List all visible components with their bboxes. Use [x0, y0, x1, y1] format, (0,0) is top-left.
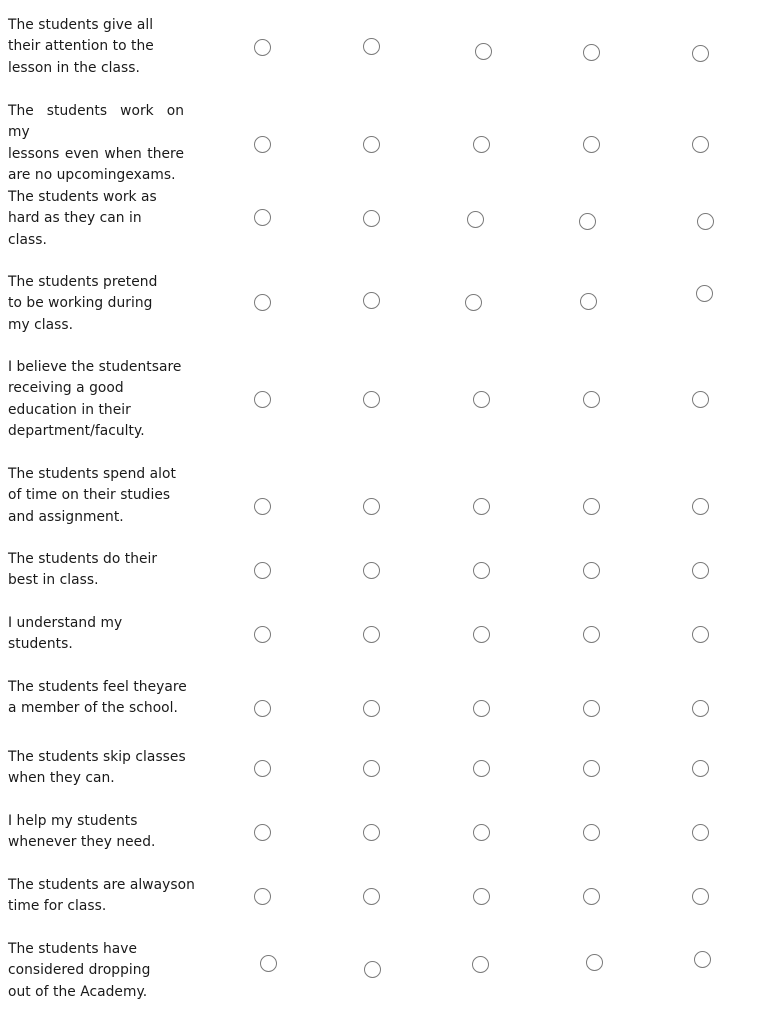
question-text: [8, 272, 186, 336]
radio-option-3[interactable]: [473, 391, 490, 408]
radio-option-1[interactable]: [254, 209, 271, 226]
radio-option-4[interactable]: [583, 44, 600, 61]
radio-option-1[interactable]: [254, 760, 271, 777]
radio-option-2[interactable]: [363, 292, 380, 309]
radio-option-5[interactable]: [692, 391, 709, 408]
radio-option-5[interactable]: [697, 213, 714, 230]
question-line: of time on their studies: [8, 487, 171, 504]
question-line: class.: [8, 231, 47, 248]
radio-option-3[interactable]: [473, 498, 490, 515]
question-line: my class.: [8, 316, 74, 333]
radio-option-5[interactable]: [692, 888, 709, 905]
radio-option-4[interactable]: [583, 626, 600, 643]
radio-option-3[interactable]: [473, 562, 490, 579]
radio-option-4[interactable]: [583, 136, 600, 153]
question-line: best in class.: [8, 572, 99, 589]
question-line: out of the Academy.: [8, 983, 148, 1000]
radio-option-4[interactable]: [583, 391, 600, 408]
question-text: [8, 613, 186, 656]
radio-option-4[interactable]: [583, 700, 600, 717]
radio-option-4[interactable]: [583, 888, 600, 905]
radio-option-4[interactable]: [579, 213, 596, 230]
question-text: [8, 549, 186, 592]
radio-option-3[interactable]: [473, 760, 490, 777]
question-text: [8, 187, 186, 251]
radio-option-1[interactable]: [254, 391, 271, 408]
radio-option-2[interactable]: [363, 562, 380, 579]
radio-option-2[interactable]: [363, 700, 380, 717]
radio-option-5[interactable]: [694, 951, 711, 968]
radio-option-2[interactable]: [363, 391, 380, 408]
radio-option-4[interactable]: [583, 562, 600, 579]
radio-option-4[interactable]: [583, 498, 600, 515]
radio-option-5[interactable]: [692, 498, 709, 515]
radio-option-2[interactable]: [364, 961, 381, 978]
question-line: time for class.: [8, 898, 107, 915]
radio-option-1[interactable]: [254, 39, 271, 56]
question-line: when they can.: [8, 770, 115, 787]
question-line: I understand my: [8, 615, 123, 631]
question-text: [8, 15, 186, 79]
question-line: The students are alwayson: [8, 877, 195, 893]
radio-option-5[interactable]: [692, 136, 709, 153]
radio-option-4[interactable]: [583, 824, 600, 841]
radio-option-4[interactable]: [586, 954, 603, 971]
radio-option-2[interactable]: [363, 38, 380, 55]
radio-option-2[interactable]: [363, 760, 380, 777]
radio-option-3[interactable]: [467, 211, 484, 228]
radio-option-3[interactable]: [465, 294, 482, 311]
question-text: [8, 464, 186, 528]
question-text: [8, 357, 186, 443]
radio-option-2[interactable]: [363, 498, 380, 515]
question-text: [8, 939, 186, 1003]
radio-option-5[interactable]: [696, 285, 713, 302]
question-line: students.: [8, 636, 73, 653]
question-line: considered dropping: [8, 962, 151, 979]
question-line: The students skip classes: [8, 749, 186, 765]
radio-option-2[interactable]: [363, 210, 380, 227]
question-line: The students spend alot: [8, 466, 176, 482]
radio-option-3[interactable]: [473, 888, 490, 905]
radio-option-5[interactable]: [692, 562, 709, 579]
radio-option-5[interactable]: [692, 626, 709, 643]
radio-option-4[interactable]: [583, 760, 600, 777]
question-text: [8, 875, 195, 918]
radio-option-3[interactable]: [473, 824, 490, 841]
question-text: [8, 677, 186, 720]
radio-option-5[interactable]: [692, 760, 709, 777]
question-line: a member of the school.: [8, 700, 178, 717]
question-line: The students feel theyare: [8, 679, 187, 695]
radio-option-1[interactable]: [254, 294, 271, 311]
radio-option-3[interactable]: [472, 956, 489, 973]
question-line: lesson in the class.: [8, 59, 140, 76]
question-line: The students give all: [8, 17, 154, 33]
question-line: I help my students: [8, 813, 138, 829]
question-line: The students pretend: [8, 274, 158, 290]
question-line: The students work on my: [8, 103, 184, 141]
question-text: [8, 811, 186, 854]
radio-option-2[interactable]: [363, 136, 380, 153]
question-line: I believe the studentsare: [8, 359, 182, 375]
question-line: are no upcomingexams.: [8, 167, 176, 184]
question-line: hard as they can in: [8, 210, 142, 227]
question-line: The students have: [8, 941, 138, 957]
question-line: education in their: [8, 401, 131, 418]
question-line: and assignment.: [8, 508, 124, 525]
question-text: [8, 747, 186, 790]
question-line: their attention to the: [8, 38, 154, 55]
radio-option-5[interactable]: [692, 824, 709, 841]
question-line: The students do their: [8, 551, 158, 567]
question-line: whenever they need.: [8, 834, 156, 851]
radio-option-3[interactable]: [473, 626, 490, 643]
radio-option-5[interactable]: [692, 45, 709, 62]
radio-option-3[interactable]: [473, 136, 490, 153]
question-line: lessons even when there: [8, 145, 184, 162]
radio-option-1[interactable]: [254, 888, 271, 905]
radio-option-5[interactable]: [692, 700, 709, 717]
radio-option-1[interactable]: [254, 562, 271, 579]
radio-option-1[interactable]: [260, 955, 277, 972]
question-line: The students work as: [8, 189, 157, 205]
radio-option-2[interactable]: [363, 626, 380, 643]
radio-option-1[interactable]: [254, 626, 271, 643]
question-line: department/faculty.: [8, 423, 145, 440]
radio-option-3[interactable]: [473, 700, 490, 717]
question-line: receiving a good: [8, 380, 124, 397]
radio-option-1[interactable]: [254, 700, 271, 717]
radio-option-1[interactable]: [254, 824, 271, 841]
radio-option-4[interactable]: [580, 293, 597, 310]
radio-option-1[interactable]: [254, 498, 271, 515]
radio-option-1[interactable]: [254, 136, 271, 153]
radio-option-2[interactable]: [363, 824, 380, 841]
question-line: to be working during: [8, 295, 153, 312]
radio-option-2[interactable]: [363, 888, 380, 905]
question-text: [8, 101, 186, 187]
radio-option-3[interactable]: [475, 43, 492, 60]
